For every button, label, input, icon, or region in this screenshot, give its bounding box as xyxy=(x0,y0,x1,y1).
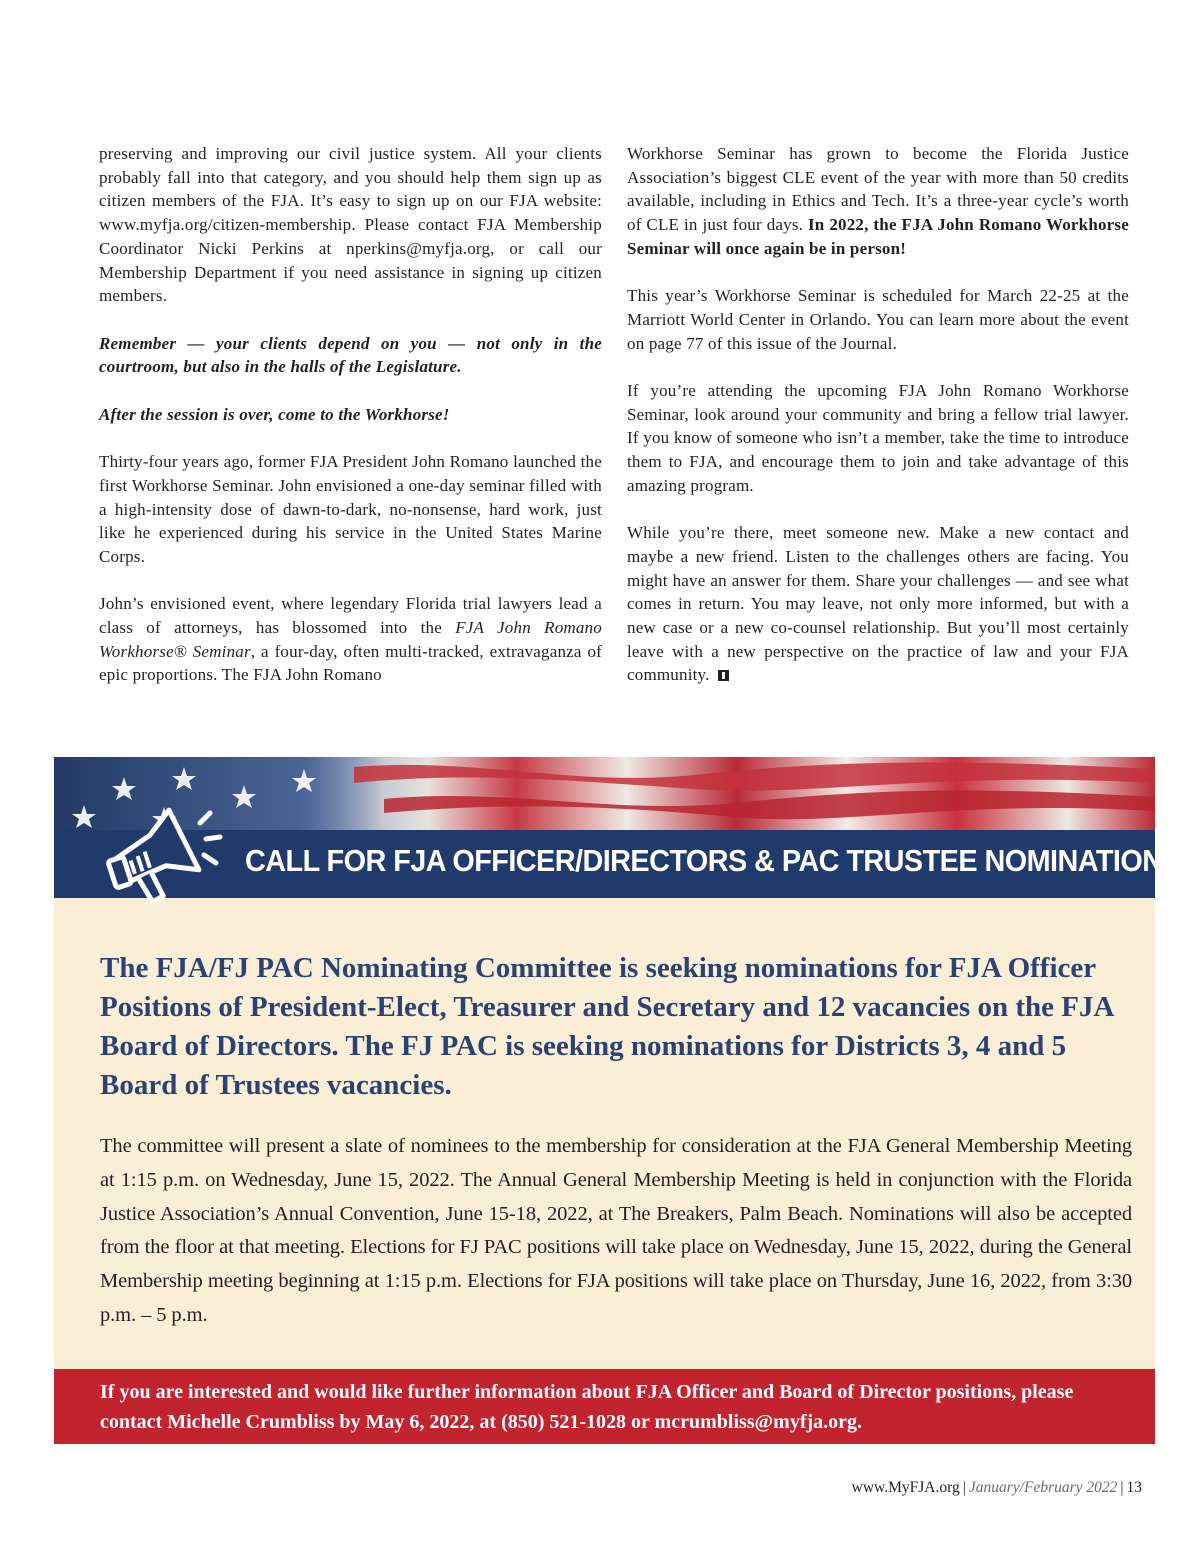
right-paragraph-3: If you’re attending the upcoming FJA John Romano Workhorse Seminar, look around your community and bring a fellow trial lawyer. If you know of someone who isn’t a member, take the time to introduce them to FJA, and encourage them to join and take advantage of this amazing program. xyxy=(627,381,1129,495)
left-column xyxy=(99,142,602,711)
right-paragraph-4-text: While you’re there, meet someone new. Make a new contact and maybe a new friend. Listen to the challenges others are facing. You might have an answer for them. Share your challenges — and see what comes in return. You may leave, not only more informed, but with a new case or a new co-counsel relationship. But you’ll most certainly leave with a new perspective on the practice of law and your FJA community. xyxy=(627,523,1129,685)
footer-separator: | xyxy=(1120,1479,1124,1496)
nominations-body: The committee will present a slate of nominees to the membership for consideration at the FJA General Membership Meeting at 1:15 p.m. on Wednesday, June 15, 2022. The Annual General Membership Meeting is held in conjunction with the Florida Justice Association’s Annual Convention, June 15-18, 2022, at The Breakers, Palm Beach. Nominations will also be accepted from the floor at that meeting. Elections for FJ PAC positions will take place on Wednesday, June 15, 2022, during the General Membership meeting beginning at 1:15 p.m. Elections for FJA positions will take place on Thursday, June 16, 2022, from 3:30 p.m. – 5 p.m. xyxy=(100,1135,1132,1326)
contact-bar xyxy=(54,1369,1155,1444)
nominations-callout xyxy=(54,757,1182,1444)
banner-title: CALL FOR FJA OFFICER/DIRECTORS & PAC TRUSTEE NOMINATIONS xyxy=(245,843,1182,878)
left-paragraph-2: Remember — your clients depend on you — not only in the courtroom, but also in the halls of the Legislature. xyxy=(99,333,602,377)
seminar-title: FJA John Romano Workhorse® Seminar xyxy=(99,618,602,661)
footer-site: www.MyFJA.org xyxy=(851,1479,960,1496)
right-paragraph-2: This year’s Workhorse Seminar is scheduled for March 22-25 at the Marriott World Center in Orlando. You can learn more about the event on page 77 of this issue of the Journal. xyxy=(627,286,1129,353)
left-subheading-workhorse: After the session is over, come to the Workhorse! xyxy=(99,404,450,424)
page-footer xyxy=(852,1479,1142,1497)
right-paragraph-1-start: Workhorse Seminar has grown to become the Florida Justice Association’s biggest CLE event of the year with more than 50 credits available, including in Ethics and Tech. It’s a three-year cycle’s worth of CLE in just four days. xyxy=(627,144,1129,235)
right-paragraph-4 xyxy=(627,521,1129,687)
left-paragraph-5-start: John’s envisioned event, where legendary Florida trial lawyers lead a class of attorneys, has blossomed into the xyxy=(99,594,602,637)
left-paragraph-4: Thirty-four years ago, former FJA President John Romano launched the first Workhorse Seminar. John envisioned a one-day seminar filled with a high-intensity dose of dawn-to-dark, no-nonsense, hard work, just like he experienced during his service in the United States Marine Corps. xyxy=(99,452,602,566)
end-of-article-icon xyxy=(718,670,729,681)
right-column xyxy=(627,142,1129,711)
left-paragraph-1: preserving and improving our civil justice system. All your clients probably fall into that category, and you should help them sign up as citizen members of the FJA. It’s easy to sign up on our FJA website: www.myfja.org/citizen-membership. Please contact FJA Membership Coordinator Nicki Perkins at nperkins@myfja.org, or call our Membership Department if you need assistance in signing up citizen members. xyxy=(99,144,602,306)
left-paragraph-5 xyxy=(99,592,602,687)
right-paragraph-1 xyxy=(627,142,1129,261)
in-person-announcement: In 2022, the FJA John Romano Workhorse Seminar will once again be in person! xyxy=(627,215,1129,258)
page-number: 13 xyxy=(1126,1479,1142,1496)
contact-text: If you are interested and would like further information about FJA Officer and Board of Director positions, please contact Michelle Crumbliss by May 6, 2022, at (850) 521-1028 or mcrumbliss@myfja.org. xyxy=(100,1381,1074,1433)
nominations-headline: The FJA/FJ PAC Nominating Committee is seeking nominations for FJA Officer Positions of President-Elect, Treasurer and Secretary and 12 vacancies on the FJA Board of Directors. The FJ PAC is seeking nominations for Districts 3, 4 and 5 Board of Trustees vacancies. xyxy=(100,952,1113,1101)
footer-issue: January/February 2022 xyxy=(968,1479,1118,1496)
left-paragraph-5-end: , a four-day, often multi-tracked, extravaganza of epic proportions. The FJA John Romano xyxy=(99,641,603,685)
footer-separator: | xyxy=(962,1479,966,1496)
megaphone-icon xyxy=(96,805,226,915)
